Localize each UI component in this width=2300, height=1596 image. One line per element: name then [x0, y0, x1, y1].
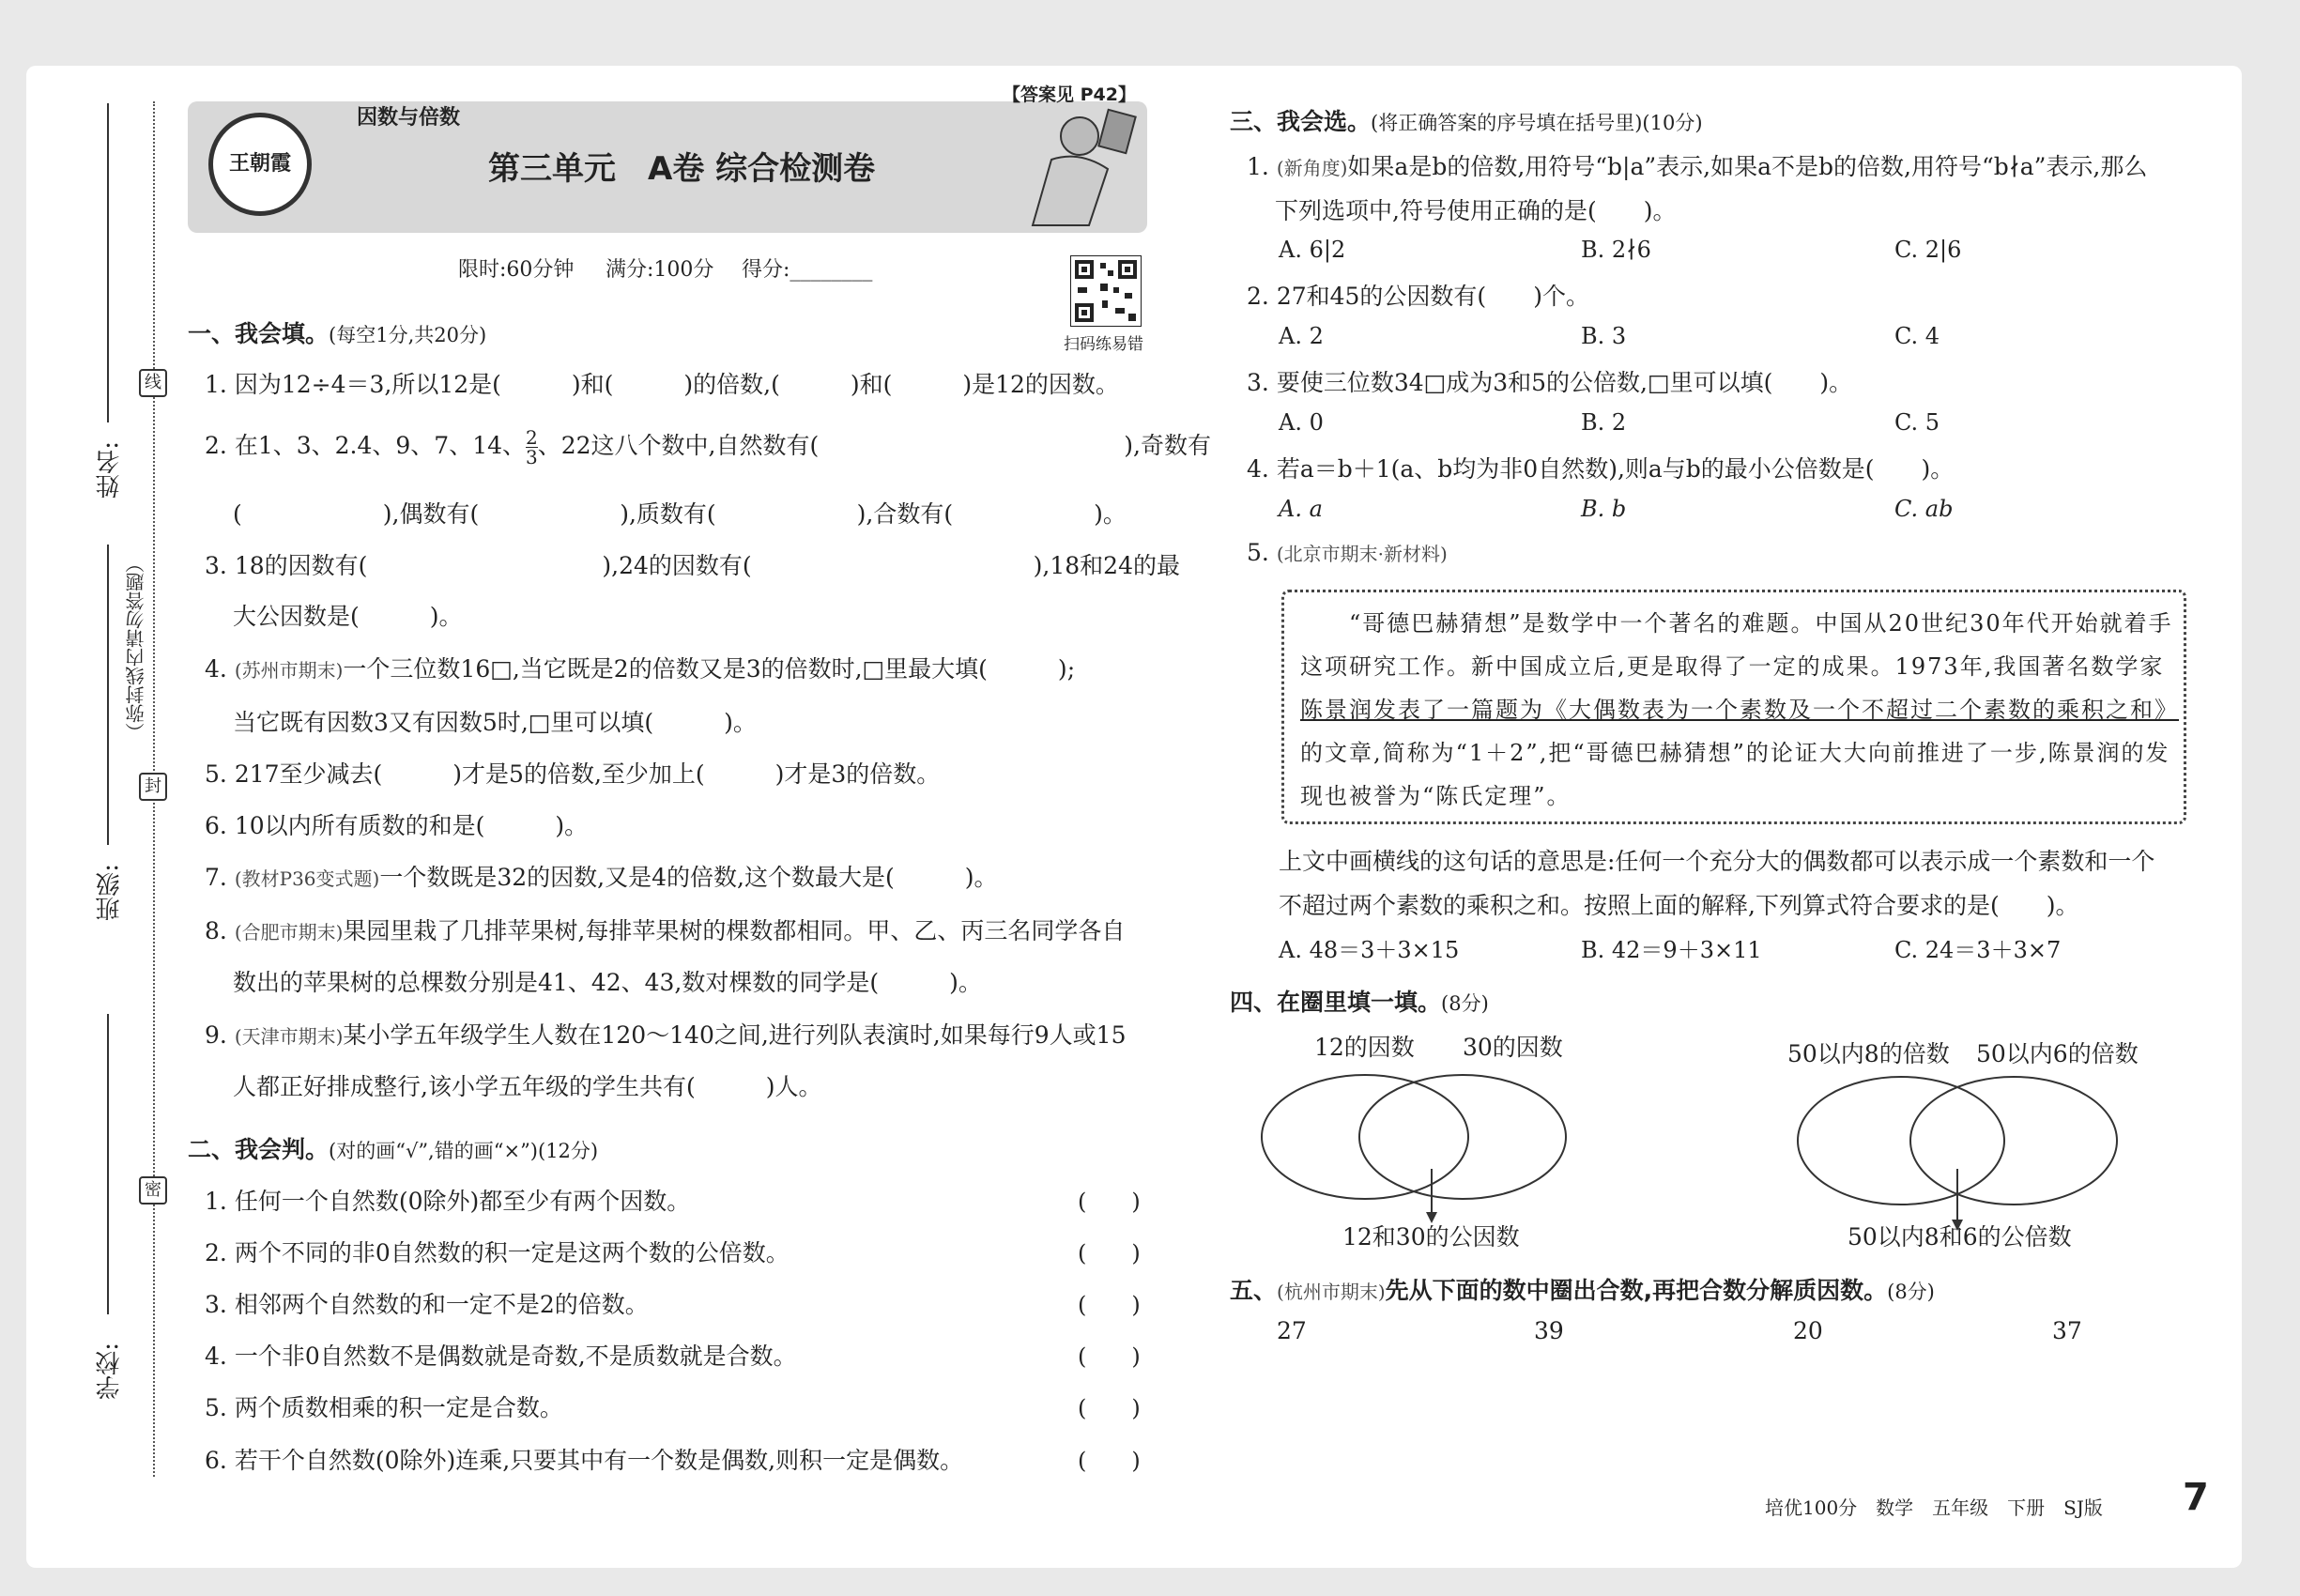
q-num: 6.	[205, 1447, 227, 1474]
seal-badge-seal: 封	[139, 773, 167, 801]
fraction-numerator: 2	[526, 426, 538, 449]
answer-paren[interactable]: ( )	[1078, 1395, 1141, 1421]
q1-4-line2: 当它既有因数3又有因数5时,□里可以填( )。	[233, 709, 757, 736]
q-text: 一个三位数16□,当它既是2的倍数又是3的倍数时,□里最大填( );	[343, 655, 1076, 683]
section-1-heading	[188, 315, 486, 349]
q3-1	[1247, 148, 2147, 182]
chapter-label: 因数与倍数	[357, 106, 461, 130]
answer-paren[interactable]: ( )	[1078, 1240, 1141, 1266]
q1-5	[205, 756, 940, 790]
q-text: 在1、3、2.4、9、7、14、	[234, 432, 527, 459]
q3-2-option-c[interactable]: C. 4	[1894, 323, 1940, 349]
q-text: 如果a是b的倍数,用符号“b|a”表示,如果a不是b的倍数,用符号“b∤a”表示,那么	[1347, 153, 2148, 180]
q-text: 某小学五年级学生人数在120～140之间,进行列队表演时,如果每行9人或15	[343, 1021, 1127, 1049]
q-num: 3.	[1247, 369, 1269, 396]
footer-series: 培优100分 数学 五年级 下册 SJ版	[1765, 1496, 2103, 1519]
section-4-title: 四、在圈里填一填。	[1230, 989, 1442, 1016]
number-27[interactable]: 27	[1277, 1317, 1307, 1344]
logo-text: 王朝霞	[228, 151, 291, 176]
q-text: 任何一个自然数(0除外)都至少有两个因数。	[234, 1188, 691, 1215]
q3-1-line2: 下列选项中,符号使用正确的是( )。	[1275, 197, 1677, 224]
name-label: 姓名:	[96, 441, 124, 499]
q-num: 1.	[1247, 153, 1269, 180]
q2-6	[205, 1442, 963, 1476]
q-num: 6.	[205, 812, 227, 839]
q2-3	[205, 1286, 649, 1320]
section-5-title: 先从下面的数中圈出合数,再把合数分解质因数。	[1385, 1277, 1888, 1304]
seal-badge-secret: 密	[139, 1176, 167, 1205]
number-37[interactable]: 37	[2052, 1317, 2082, 1344]
q3-5-after1: 上文中画横线的这句话的意思是:任何一个充分大的偶数都可以表示成一个素数和一个	[1279, 848, 2155, 875]
q1-6	[205, 807, 588, 841]
q3-5-option-b[interactable]: B. 42＝9＋3×11	[1581, 937, 1762, 963]
q-text: 要使三位数34□成为3和5的公倍数,□里可以填( )。	[1276, 369, 1853, 396]
section-3-heading	[1230, 103, 1703, 137]
q1-3-line2: 大公因数是( )。	[233, 603, 463, 630]
q2-5	[205, 1389, 563, 1423]
answer-paren[interactable]: ( )	[1078, 1448, 1141, 1474]
q1-7	[205, 859, 997, 893]
q-text: 18的因数有( ),24的因数有( ),18和24的最	[234, 552, 1180, 579]
q-text: 一个数既是32的因数,又是4的倍数,这个数最大是( )。	[379, 864, 998, 891]
q-text: 果园里栽了几排苹果树,每排苹果树的棵数都相同。甲、乙、丙三名同学各自	[343, 917, 1126, 944]
section-3-title: 三、我会选。	[1230, 108, 1372, 135]
section-4-note: (8分)	[1441, 992, 1489, 1015]
q-text: 两个质数相乘的积一定是合数。	[234, 1394, 563, 1421]
q3-3	[1247, 364, 1852, 398]
venn1-bottom-label: 12和30的公因数	[1342, 1223, 1520, 1251]
section-2-note: (对的画“√”,错的画“×”)(12分)	[329, 1140, 599, 1162]
q3-2-option-a[interactable]: A. 2	[1279, 323, 1324, 349]
q3-4-option-b[interactable]: B. b	[1581, 496, 1627, 522]
q-text: 因为12÷4＝3,所以12是( )和( )的倍数,( )和( )是12的因数。	[234, 371, 1119, 398]
q3-4	[1247, 451, 1954, 484]
q3-1-option-c[interactable]: C. 2|6	[1894, 237, 1962, 263]
q-text: 若a＝b＋1(a、b均为非0自然数),则a与b的最小公倍数是( )。	[1276, 455, 1955, 483]
section-1-note: (每空1分,共20分)	[329, 324, 487, 346]
passage-line: “哥德巴赫猜想”是数学中一个著名的难题。中国从20世纪30年代开始就着手	[1300, 610, 2173, 637]
section-2-heading	[188, 1131, 598, 1165]
class-line	[107, 545, 109, 845]
venn-diagram-2	[1788, 1066, 2136, 1244]
page-title: 第三单元 A卷 综合检测卷	[488, 150, 876, 188]
q-num: 5.	[205, 1394, 227, 1421]
venn-diagram-1	[1258, 1066, 1605, 1235]
answer-paren[interactable]: ( )	[1078, 1292, 1141, 1318]
q-text: 217至少减去( )才是5的倍数,至少加上( )才是3的倍数。	[234, 760, 941, 788]
q3-5-after2: 不超过两个素数的乘积之和。按照上面的解释,下列算式符合要求的是( )。	[1279, 892, 2079, 919]
section-4-heading	[1230, 984, 1489, 1018]
q-num: 5.	[1247, 539, 1269, 566]
qr-caption: 扫码练易错	[1064, 335, 1143, 354]
section-2-title: 二、我会判。	[188, 1136, 330, 1163]
q-text: 27和45的公因数有( )个。	[1276, 283, 1589, 310]
q-num: 2.	[205, 432, 227, 459]
q3-3-option-b[interactable]: B. 2	[1581, 409, 1627, 436]
qr-code-icon[interactable]	[1070, 255, 1142, 327]
answer-reference: 【答案见 P42】	[1003, 84, 1136, 105]
passage-line: 这项研究工作。新中国成立后,更是取得了一定的成果。1973年,我国著名数学家	[1300, 653, 2165, 680]
q3-1-option-b[interactable]: B. 2∤6	[1581, 237, 1651, 263]
q-num: 9.	[205, 1021, 227, 1049]
passage-line: 现也被誉为“陈氏定理”。	[1300, 783, 1572, 809]
q3-3-option-c[interactable]: C. 5	[1894, 409, 1940, 436]
q1-1	[205, 366, 1119, 400]
passage-line: 的文章,简称为“1＋2”,把“哥德巴赫猜想”的论证大大向前推进了一步,陈景润的发	[1300, 740, 2170, 766]
mascot-illustration	[995, 94, 1155, 235]
venn1-left-label: 12的因数	[1314, 1034, 1415, 1061]
q-num: 3.	[205, 1291, 227, 1318]
q-text: 相邻两个自然数的和一定不是2的倍数。	[234, 1291, 649, 1318]
q-num: 4.	[205, 655, 227, 683]
q1-4	[205, 651, 1075, 684]
q3-4-option-c[interactable]: C. ab	[1894, 496, 1954, 522]
q1-8	[205, 913, 1125, 946]
score-field[interactable]: 得分:________	[742, 258, 873, 282]
venn2-bottom-label: 50以内8和6的公倍数	[1848, 1223, 2072, 1251]
time-limit: 限时:60分钟	[458, 258, 575, 282]
q3-5-option-c[interactable]: C. 24＝3＋3×7	[1894, 937, 2062, 963]
publisher-logo	[208, 113, 312, 216]
fraction	[526, 428, 538, 467]
section-5-source: (杭州市期末)	[1277, 1281, 1386, 1303]
q3-1-option-a[interactable]: A. 6|2	[1279, 237, 1346, 263]
q-num: 3.	[205, 552, 227, 579]
seal-badge-line: 线	[139, 369, 167, 397]
q1-8-line2: 数出的苹果树的总棵数分别是41、42、43,数对棵数的同学是( )。	[233, 969, 982, 996]
q-text: 两个不同的非0自然数的积一定是这两个数的公倍数。	[234, 1239, 790, 1266]
full-score: 满分:100分	[606, 258, 714, 282]
q-text: 、22这八个数中,自然数有( ),奇数有	[537, 432, 1211, 459]
section-5-heading	[1230, 1272, 1935, 1306]
q-num: 1.	[205, 371, 227, 398]
school-line	[107, 1014, 109, 1314]
q-source: (苏州市期末)	[234, 659, 344, 682]
q3-2	[1247, 278, 1589, 312]
q-num: 8.	[205, 917, 227, 944]
q1-3	[205, 547, 1180, 581]
q2-1	[205, 1183, 690, 1217]
answer-paren[interactable]: ( )	[1078, 1343, 1141, 1370]
q3-2-option-b[interactable]: B. 3	[1581, 323, 1627, 349]
q3-5-option-a[interactable]: A. 48＝3＋3×15	[1279, 937, 1460, 963]
venn2-right-label: 50以内6的倍数	[1976, 1040, 2139, 1067]
q-num: 2.	[1247, 283, 1269, 310]
q-num: 5.	[205, 760, 227, 788]
class-label: 班级:	[96, 864, 124, 921]
q-source: (合肥市期末)	[234, 921, 344, 944]
venn1-right-label: 30的因数	[1463, 1034, 1563, 1061]
answer-paren[interactable]: ( )	[1078, 1189, 1141, 1215]
number-20[interactable]: 20	[1793, 1317, 1823, 1344]
q-num: 4.	[1247, 455, 1269, 483]
q-num: 7.	[205, 864, 227, 891]
q1-2-line2: ( ),偶数有( ),质数有( ),合数有( )。	[233, 500, 1127, 528]
q-source: (教材P36变式题)	[234, 867, 380, 890]
q-num: 1.	[205, 1188, 227, 1215]
q1-9	[205, 1017, 1126, 1051]
seal-note: （弥封线内请勿答题）	[125, 554, 147, 742]
section-5-note: (8分)	[1887, 1281, 1935, 1303]
q1-2	[205, 427, 1211, 467]
q1-9-line2: 人都正好排成整行,该小学五年级的学生共有( )人。	[233, 1073, 822, 1100]
section-5-prefix: 五、	[1230, 1277, 1278, 1304]
number-39[interactable]: 39	[1534, 1317, 1564, 1344]
q-source: (北京市期末·新材料)	[1276, 543, 1448, 565]
q3-4-option-a[interactable]: A. a	[1279, 496, 1323, 522]
q-num: 4.	[205, 1343, 227, 1370]
q-text: 若干个自然数(0除外)连乘,只要其中有一个数是偶数,则积一定是偶数。	[234, 1447, 964, 1474]
q-source: (天津市期末)	[234, 1025, 344, 1048]
passage-line-underlined: 陈景润发表了一篇题为《大偶数表为一个素数及一个不超过二个素数的乘积之和》	[1300, 697, 2179, 723]
name-line	[107, 103, 109, 422]
school-label: 学校:	[96, 1343, 124, 1400]
q-text: 一个非0自然数不是偶数就是奇数,不是质数就是合数。	[234, 1343, 797, 1370]
q-source: (新角度)	[1276, 157, 1348, 179]
fraction-denominator: 3	[526, 446, 538, 468]
venn2-left-label: 50以内8的倍数	[1787, 1040, 1950, 1067]
q-text: 10以内所有质数的和是( )。	[234, 812, 589, 839]
section-1-title: 一、我会填。	[188, 320, 330, 347]
q3-3-option-a[interactable]: A. 0	[1279, 409, 1324, 436]
q3-5	[1247, 539, 1448, 566]
q-num: 2.	[205, 1239, 227, 1266]
q2-4	[205, 1338, 797, 1372]
page-number: 7	[2183, 1476, 2209, 1519]
section-3-note: (将正确答案的序号填在括号里)(10分)	[1371, 112, 1703, 134]
q2-2	[205, 1235, 790, 1268]
